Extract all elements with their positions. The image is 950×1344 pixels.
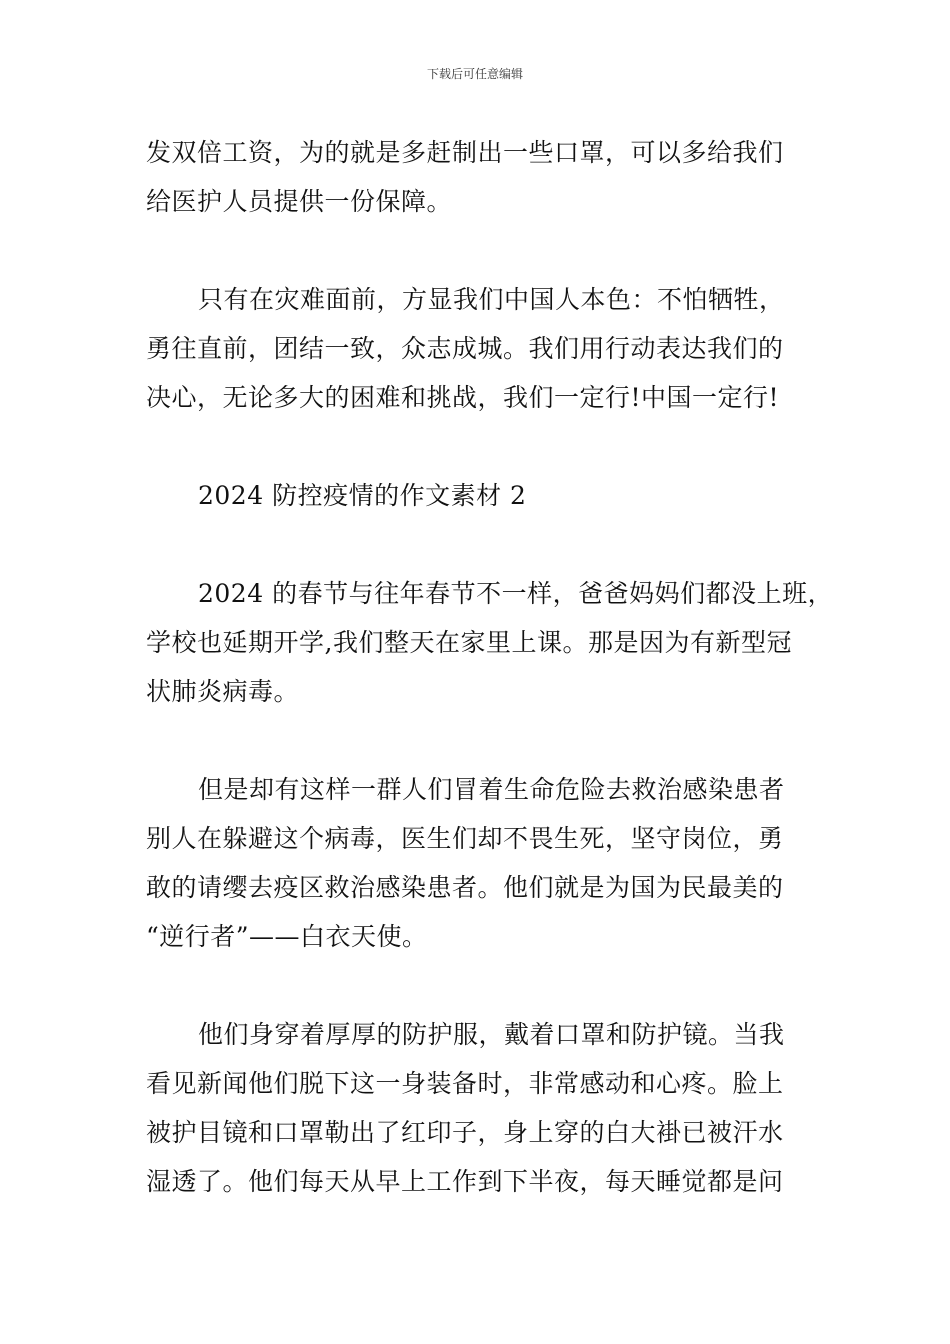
paragraph-line: 别人在躲避这个病毒，医生们却不畏生死，坚守岗位，勇 [146, 824, 784, 853]
paragraph-line: 被护目镜和口罩勒出了红印子，身上穿的白大褂已被汗水 [146, 1118, 784, 1147]
paragraph-4 [146, 765, 811, 961]
paragraph-line: 2024 的春节与往年春节不一样，爸爸妈妈们都没上班， [198, 579, 834, 608]
paragraph-1 [146, 128, 811, 226]
paragraph-3 [146, 569, 834, 716]
paragraph-line: 学校也延期开学,我们整天在家里上课。那是因为有新型冠 [146, 628, 792, 657]
paragraph-line: 但是却有这样一群人们冒着生命危险去救治感染患者 [198, 775, 785, 804]
section-heading [146, 471, 811, 520]
paragraph-5 [146, 1010, 811, 1206]
paragraph-line: 只有在灾难面前，方显我们中国人本色：不怕牺牲， [198, 285, 785, 314]
paragraph-gap [146, 961, 811, 1010]
document-body [146, 128, 834, 1206]
paragraph-line: 状肺炎病毒。 [146, 677, 300, 706]
paragraph-gap [146, 226, 811, 275]
paragraph-2 [146, 275, 811, 422]
paragraph-line: 看见新闻他们脱下这一身装备时，非常感动和心疼。脸上 [146, 1069, 784, 1098]
page-header: 下载后可任意编辑 [426, 67, 523, 81]
paragraph-line: 湿透了。他们每天从早上工作到下半夜，每天睡觉都是问 [146, 1167, 784, 1196]
paragraph-line: 决心，无论多大的困难和挑战，我们一定行!中国一定行! [146, 383, 780, 412]
paragraph-gap [146, 520, 811, 569]
paragraph-gap [146, 716, 811, 765]
paragraph-line: 发双倍工资，为的就是多赶制出一些口罩，可以多给我们 [146, 138, 784, 167]
paragraph-line: “逆行者”——白衣天使。 [146, 922, 428, 951]
paragraph-gap [146, 422, 811, 471]
paragraph-line: 敢的请缨去疫区救治感染患者。他们就是为国为民最美的 [146, 873, 784, 902]
paragraph-line: 他们身穿着厚厚的防护服，戴着口罩和防护镜。当我 [198, 1020, 785, 1049]
section-title: 2024 防控疫情的作文素材 2 [198, 481, 527, 510]
paragraph-line: 给医护人员提供一份保障。 [146, 187, 453, 216]
paragraph-line: 勇往直前，团结一致，众志成城。我们用行动表达我们的 [146, 334, 784, 363]
